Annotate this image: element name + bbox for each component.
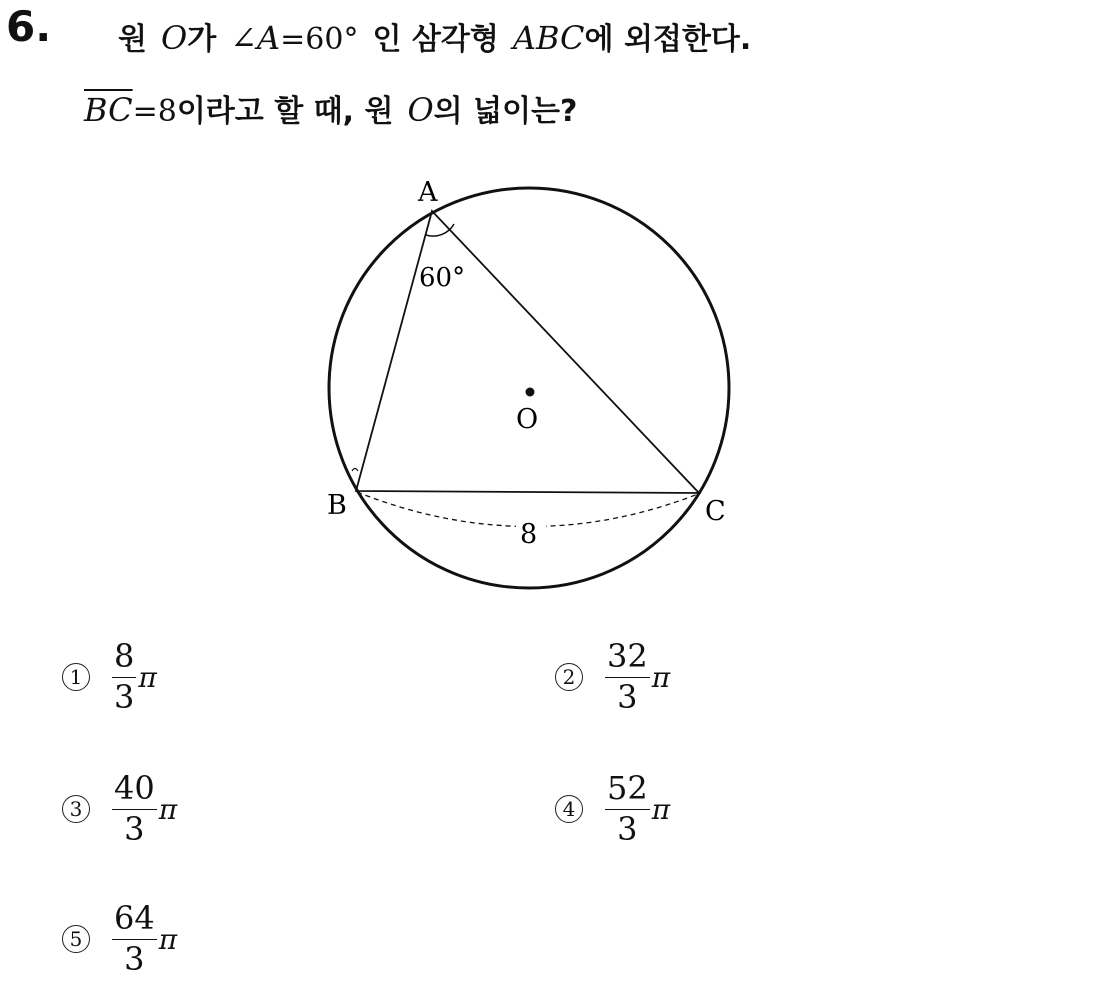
label-O: O: [516, 404, 539, 435]
choice-number-1: 1: [62, 663, 90, 691]
denominator: 3: [617, 678, 638, 717]
math-O-2: O: [407, 91, 434, 129]
text-condition: 이라고 할 때, 원: [176, 94, 394, 129]
text-in-triangle: 인 삼각형: [372, 22, 499, 57]
choice-number-2: 2: [555, 663, 583, 691]
text-area-question: 의 넓이는?: [433, 94, 578, 129]
label-C: C: [705, 496, 726, 527]
pi-symbol: π: [651, 660, 671, 694]
choice-1[interactable]: [62, 637, 157, 717]
math-O: O: [160, 19, 188, 57]
math-equals-8: =8: [132, 94, 177, 129]
math-60: 60: [305, 22, 344, 57]
numerator: 8: [114, 637, 135, 675]
denominator: 3: [124, 940, 145, 979]
math-equals: =: [280, 22, 306, 57]
choice-number-4: 4: [555, 795, 583, 823]
pi-symbol: π: [651, 792, 671, 826]
choice-number-5: 5: [62, 925, 90, 953]
side-label-8: 8: [520, 519, 538, 550]
numerator: 40: [114, 769, 155, 807]
math-angle-A: ∠A: [230, 19, 281, 57]
numerator: 64: [114, 899, 155, 937]
text-circumscribed: 에 외접한다.: [584, 22, 752, 57]
choice-number-3: 3: [62, 795, 90, 823]
math-segment-BC: $\overline{BC}$: [84, 91, 133, 129]
choice-3[interactable]: [62, 769, 178, 849]
angle-arc-A: [426, 224, 454, 236]
denominator: 3: [617, 810, 638, 849]
fraction: [112, 769, 157, 849]
pi-symbol: π: [138, 660, 157, 694]
fraction: [605, 637, 650, 717]
label-A: A: [418, 177, 438, 208]
question-number: 6.: [6, 2, 52, 51]
fraction: [112, 899, 157, 979]
math-ABC: ABC: [512, 19, 585, 57]
choice-4[interactable]: [555, 769, 671, 849]
fraction: [605, 769, 650, 849]
label-B: B: [327, 490, 347, 521]
center-point-O: [526, 388, 535, 397]
text-ga: 가: [187, 22, 217, 57]
fraction: [112, 637, 136, 717]
math-degree: °: [343, 22, 359, 57]
denominator: 3: [124, 810, 145, 849]
pi-symbol: π: [158, 792, 178, 826]
choice-2[interactable]: [555, 637, 671, 717]
text-won: 원: [118, 22, 147, 57]
numerator: 32: [607, 637, 648, 675]
numerator: 52: [607, 769, 648, 807]
angle-label-60: 60°: [419, 263, 466, 293]
tick-mark-B: [352, 469, 358, 472]
triangle-ABC: [356, 211, 699, 493]
pi-symbol: π: [158, 922, 178, 956]
choice-5[interactable]: [62, 899, 178, 979]
denominator: 3: [114, 678, 135, 717]
